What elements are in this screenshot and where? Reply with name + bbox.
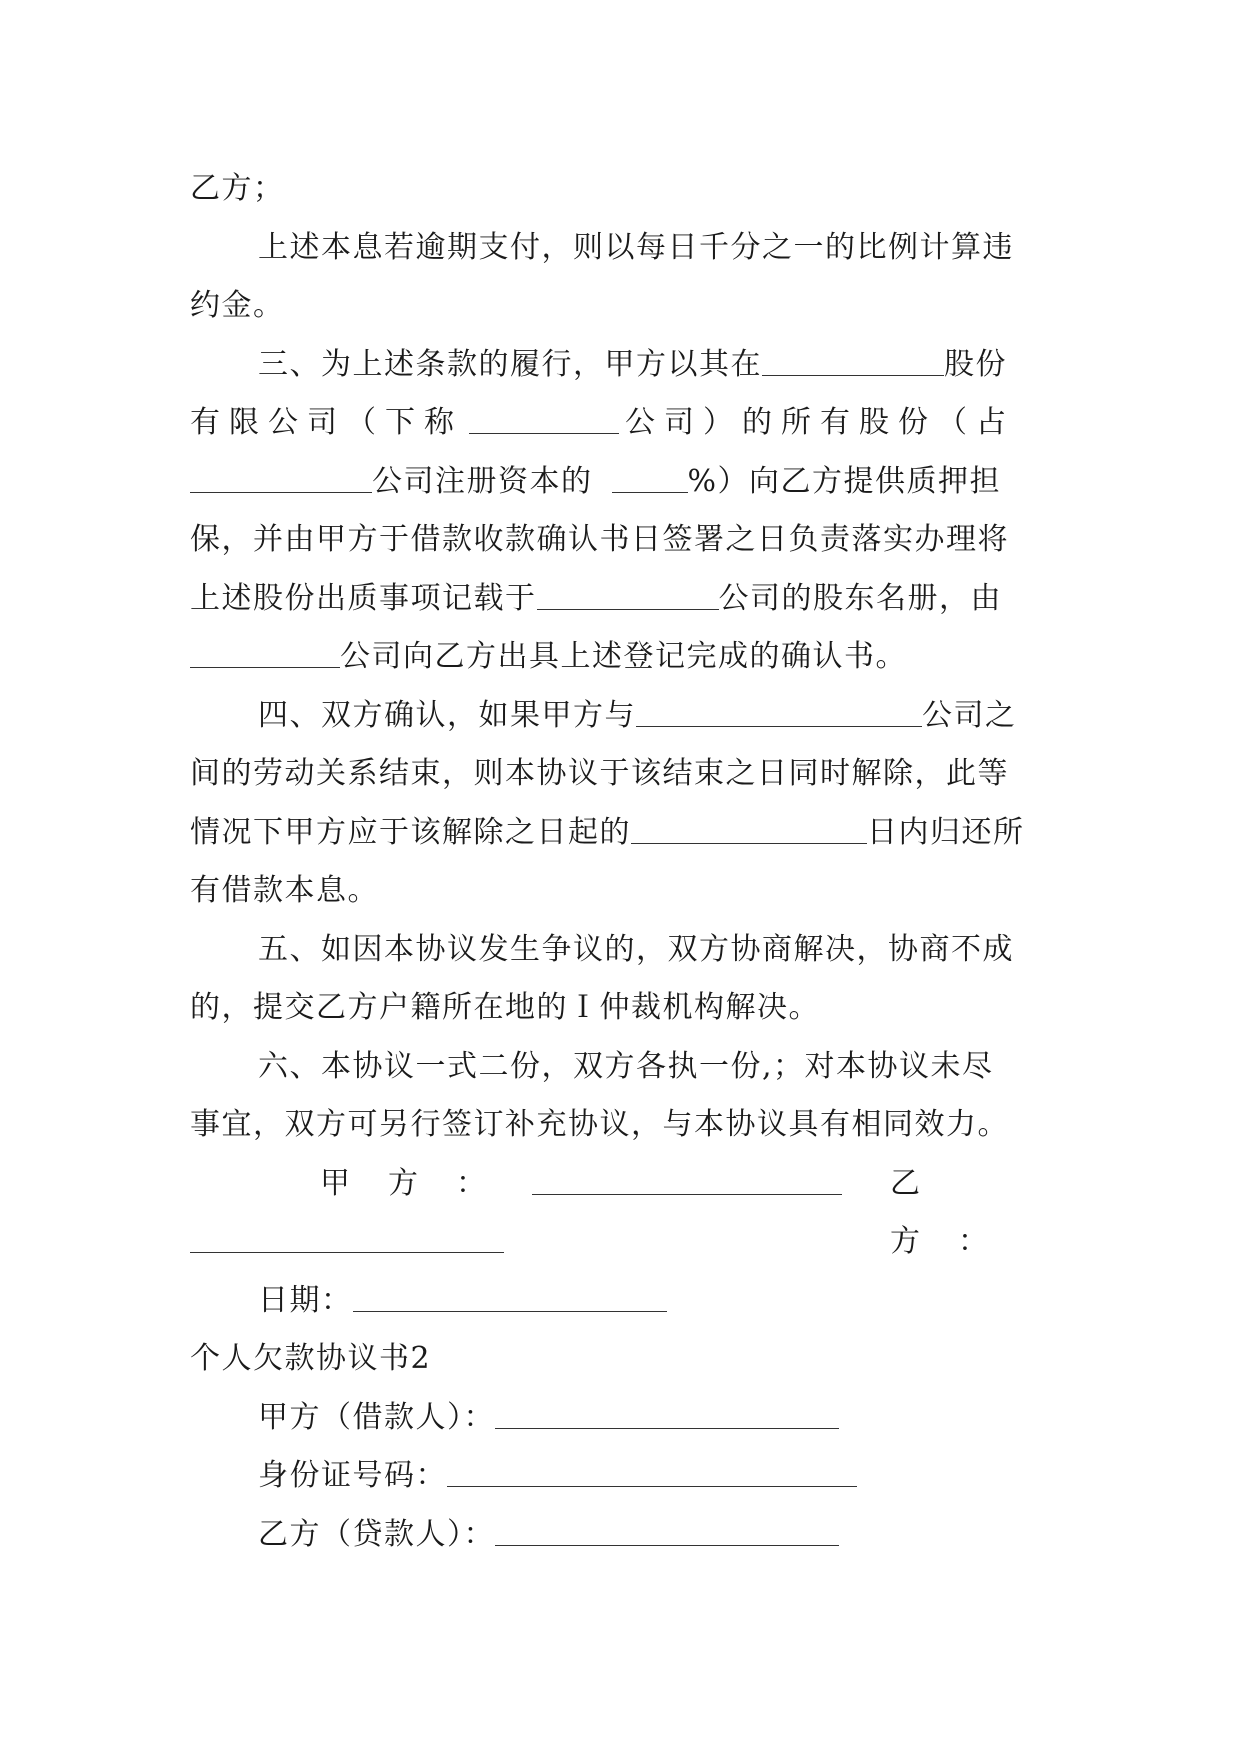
signature-continuation xyxy=(190,1213,1050,1272)
second-doc-title: 个人欠款协议书2 xyxy=(190,1341,432,1376)
text-line: 上述本息若逾期支付，则以每日千分之一的比例计算违 xyxy=(258,229,1014,265)
text-line: 公司向乙方出具上述登记完成的确认书。 xyxy=(190,628,1050,687)
date-label: 日期： xyxy=(258,1282,353,1318)
borrower-blank[interactable] xyxy=(495,1394,839,1429)
text-line: 事宜，双方可另行签订补充协议，与本协议具有相同效力。 xyxy=(190,1107,1009,1142)
text-line: 公司注册资本的 %）向乙方提供质押担 xyxy=(190,453,1050,512)
borrower-row xyxy=(190,1389,1050,1448)
lender-label: 乙方（贷款人）： xyxy=(258,1516,495,1552)
fill-blank[interactable] xyxy=(190,633,340,668)
party-b-label: 乙方： xyxy=(890,1165,1026,1259)
fill-blank[interactable] xyxy=(636,692,922,727)
id-number-row xyxy=(190,1447,1050,1506)
text-line: 有限公司（下称 公司）的所有股份（占 xyxy=(190,394,1050,453)
fill-blank[interactable] xyxy=(537,575,719,610)
fill-blank[interactable] xyxy=(612,458,688,493)
party-b-signature-blank[interactable] xyxy=(190,1218,504,1253)
text-line: 乙方； xyxy=(190,171,285,206)
lender-blank[interactable] xyxy=(495,1511,839,1546)
text-line: 六、本协议一式二份，双方各执一份,；对本协议未尽 xyxy=(258,1048,994,1084)
date-row xyxy=(190,1272,1050,1331)
id-number-label: 身份证号码： xyxy=(258,1458,447,1493)
text-line: 约金。 xyxy=(190,288,285,323)
signature-row xyxy=(190,1155,1050,1259)
fill-blank[interactable] xyxy=(762,341,944,376)
borrower-label: 甲方（借款人）： xyxy=(258,1399,495,1435)
party-a-label: 甲方： xyxy=(320,1165,524,1201)
party-a-signature-blank[interactable] xyxy=(532,1160,842,1195)
date-blank[interactable] xyxy=(353,1277,667,1312)
fill-blank[interactable] xyxy=(631,809,867,844)
text-line: 有借款本息。 xyxy=(190,873,379,908)
fill-blank[interactable] xyxy=(190,458,372,493)
text-line: 三、为上述条款的履行，甲方以其在 股份 xyxy=(190,336,1050,395)
text-line: 间的劳动关系结束，则本协议于该结束之日同时解除，此等 xyxy=(190,756,1009,791)
document-body xyxy=(190,160,1050,1564)
text-line: 保，并由甲方于借款收款确认书日签署之日负责落实办理将 xyxy=(190,522,1009,557)
text-line: 的，提交乙方户籍所在地的Ｉ仲裁机构解决。 xyxy=(190,990,820,1025)
fill-blank[interactable] xyxy=(469,399,619,434)
id-number-blank[interactable] xyxy=(447,1452,857,1487)
text-line: 情况下甲方应于该解除之日起的 日内归还所 xyxy=(190,804,1050,863)
text-line: 四、双方确认，如果甲方与 公司之 xyxy=(190,687,1050,746)
text-line: 上述股份出质事项记载于 公司的股东名册，由 xyxy=(190,570,1050,629)
text-line: 五、如因本协议发生争议的，双方协商解决，协商不成 xyxy=(258,931,1014,967)
lender-row xyxy=(190,1506,1050,1565)
